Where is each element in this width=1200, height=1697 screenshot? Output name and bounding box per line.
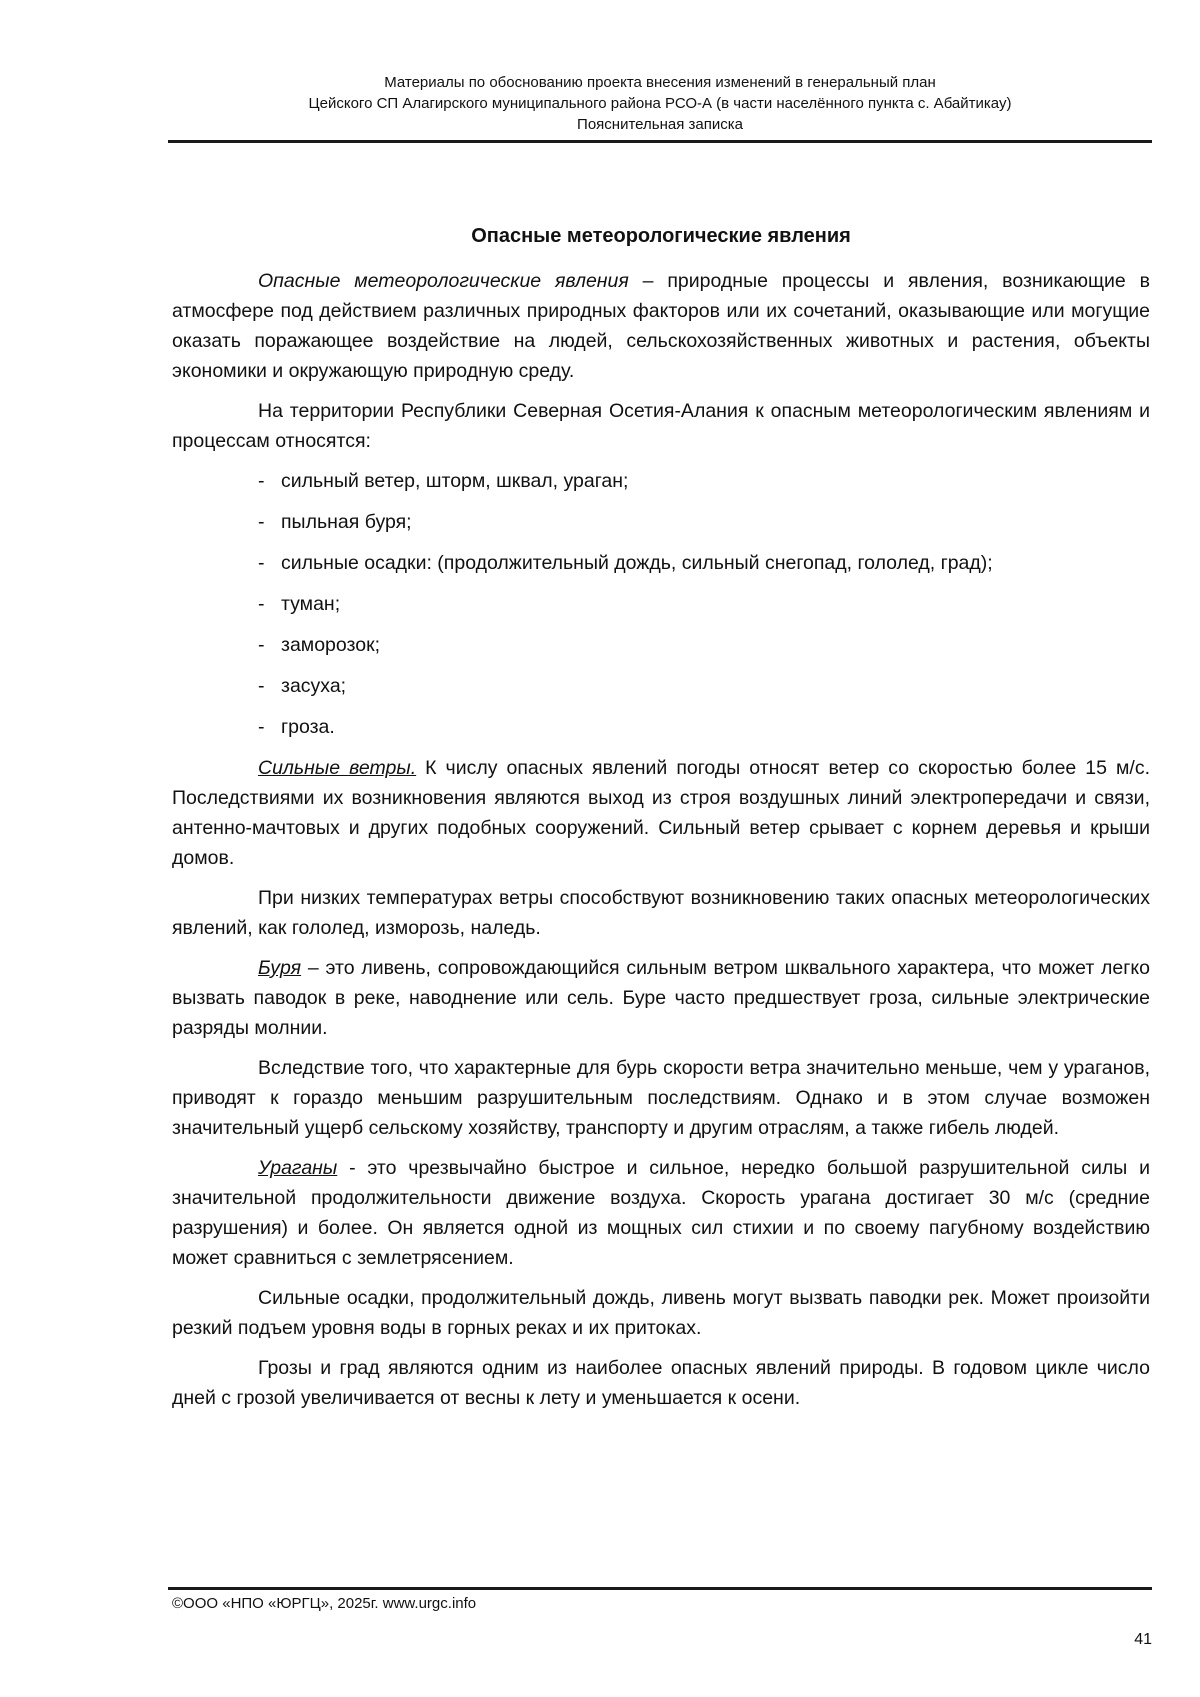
list-item — [258, 548, 1150, 578]
list-item — [258, 712, 1150, 742]
list-marker: - — [258, 552, 265, 574]
list-marker: - — [258, 675, 265, 697]
section-title: Опасные метеорологические явления — [471, 225, 851, 247]
list-marker: - — [258, 716, 265, 738]
paragraph-text: К числу опасных явлений погоды относят ветер со скоростью более 15 м/с. Последствиями их возникновения являются выход из строя воздушных линий электропередачи и связи, антенно-мачтовых и других подобных сооружений. Сильный ветер срывает с корнем деревья и крыши домов. — [172, 757, 1150, 869]
list-item — [258, 671, 1150, 701]
list-marker: - — [258, 511, 265, 533]
paragraph-text: – природные процессы и явления, возникающие в атмосфере под действием различных природных факторов или их сочетаний, оказывающие или могущие оказать поражающее воздействие на людей, сельскохозяйственных животных и растения, объекты экономики и окружающую природную среду. — [172, 270, 1150, 382]
header-line-3: Пояснительная записка — [577, 116, 743, 133]
term-strong-winds: Сильные ветры. — [258, 757, 417, 779]
list-item-text: пыльная буря; — [281, 511, 412, 533]
term-hurricanes: Ураганы — [258, 1157, 338, 1179]
paragraph-thunderstorms: Грозы и град являются одним из наиболее опасных явлений природы. В годовом цикле число дней с грозой увеличивается от весны к лету и уменьшается к осени. — [172, 1357, 1150, 1409]
list-marker: - — [258, 593, 265, 615]
document-body — [172, 222, 1150, 1423]
paragraph-storm — [172, 953, 1150, 1043]
list-item-text: засуха; — [281, 675, 347, 697]
paragraph-strong-winds — [172, 753, 1150, 873]
paragraph-hurricanes — [172, 1153, 1150, 1273]
list-item-text: гроза. — [281, 716, 335, 738]
paragraph-definition — [172, 266, 1150, 386]
list-marker: - — [258, 470, 265, 492]
list-item-text: сильные осадки: (продолжительный дождь, сильный снегопад, гололед, град); — [281, 552, 993, 574]
list-item — [258, 507, 1150, 537]
list-marker: - — [258, 634, 265, 656]
paragraph-storm-consequences: Вследствие того, что характерные для бурь скорости ветра значительно меньше, чем у ураганов, приводят к гораздо меньшим разрушительным последствиям. Однако и в этом случае возможен значительный ущерб сельскому хозяйству, транспорту и другим отраслям, а также гибель людей. — [172, 1057, 1150, 1139]
list-item-text: туман; — [281, 593, 341, 615]
phenomena-list — [172, 466, 1150, 742]
footer-copyright: ©ООО «НПО «ЮРГЦ», 2025г. www.urgc.info — [172, 1595, 477, 1612]
page-number: 41 — [1134, 1631, 1152, 1648]
header-divider — [168, 140, 1152, 143]
header-line-2: Цейского СП Алагирского муниципального района РСО-А (в части населённого пункта с. Абайтикау) — [308, 95, 1012, 112]
paragraph-text: – это ливень, сопровождающийся сильным ветром шквального характера, что может легко вызвать паводок в реке, наводнение или сель. Буре часто предшествует гроза, сильные электрические разряды молнии. — [172, 957, 1150, 1039]
term-storm: Буря — [258, 957, 302, 979]
footer-divider — [168, 1587, 1152, 1590]
list-item — [258, 589, 1150, 619]
paragraph-text: - это чрезвычайно быстрое и сильное, нередко большой разрушительной силы и значительной продолжительности движение воздуха. Скорость урагана достигает 30 м/с (средние разрушения) и более. Он является одной из мощных сил стихии и по своему пагубному воздействию может сравниться с землетрясением. — [172, 1157, 1150, 1269]
paragraph-intro-list: На территории Республики Северная Осетия-Алания к опасным метеорологическим явлениям и процессам относятся: — [172, 400, 1150, 452]
page-header — [168, 72, 1152, 135]
list-item — [258, 466, 1150, 496]
list-item-text: сильный ветер, шторм, шквал, ураган; — [281, 470, 629, 492]
list-item — [258, 630, 1150, 660]
list-item-text: заморозок; — [281, 634, 381, 656]
header-line-1: Материалы по обоснованию проекта внесения изменений в генеральный план — [384, 74, 936, 91]
term-dangerous-phenomena: Опасные метеорологические явления — [258, 270, 629, 292]
paragraph-low-temperatures: При низких температурах ветры способствуют возникновению таких опасных метеорологических явлений, как гололед, изморозь, наледь. — [172, 887, 1150, 939]
paragraph-heavy-rain: Сильные осадки, продолжительный дождь, ливень могут вызвать паводки рек. Может произойти резкий подъем уровня воды в горных реках и их притоках. — [172, 1287, 1150, 1339]
